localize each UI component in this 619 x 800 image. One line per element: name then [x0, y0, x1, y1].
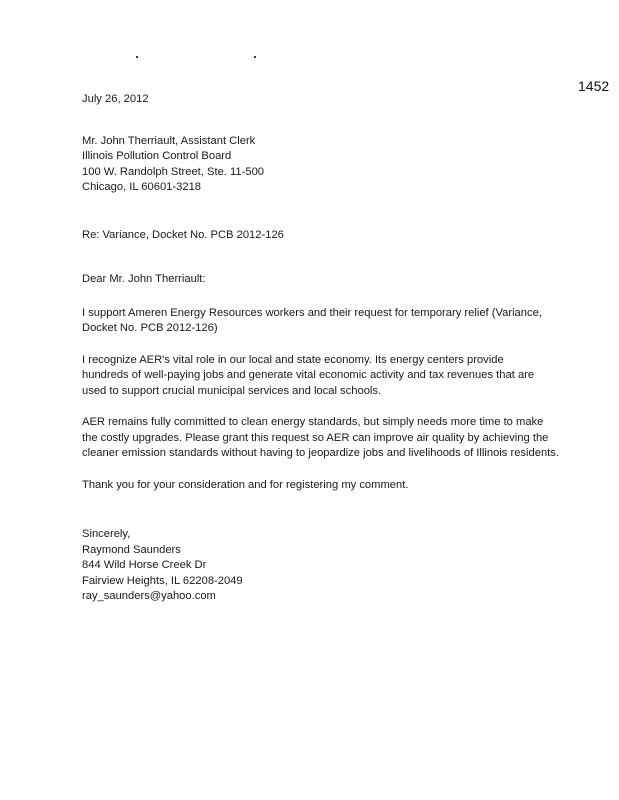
paragraph-line: used to support crucial municipal services and local schools. — [82, 384, 382, 397]
paragraph-line: hundreds of well-paying jobs and generate vital economic activity and tax revenues that are — [82, 369, 535, 381]
paragraph-line: AER remains fully committed to clean energy standards, but simply needs more time to make — [82, 416, 544, 428]
signature-line: Raymond Saunders — [82, 543, 181, 556]
recipient-line: Illinois Pollution Control Board — [82, 150, 232, 162]
paragraph-line: I recognize AER's vital role in our local and state economy. Its energy centers provide — [82, 353, 504, 366]
letter-body — [82, 92, 582, 605]
subject-line: Re: Variance, Docket No. PCB 2012-126 — [82, 228, 284, 241]
paragraph-line: the costly upgrades. Please grant this request so AER can improve air quality by achieving the — [82, 431, 549, 444]
recipient-line: Chicago, IL 60601-3218 — [82, 181, 202, 193]
signature-line: Sincerely, — [82, 528, 131, 540]
signature-email: ray_saunders@yahoo.com — [82, 590, 216, 602]
paragraph-line: Docket No. PCB 2012-126) — [82, 322, 218, 334]
signature-line: Fairview Heights, IL 62208-2049 — [82, 574, 243, 587]
salutation: Dear Mr. John Therriault: — [82, 273, 206, 285]
recipient-address — [82, 134, 582, 196]
signature-line: 844 Wild Horse Creek Dr — [82, 559, 207, 571]
closing-paragraph: Thank you for your consideration and for registering my comment. — [82, 478, 409, 491]
signature-block — [82, 527, 582, 605]
body-paragraph — [82, 415, 582, 462]
recipient-line: 100 W. Randolph Street, Ste. 11-500 — [82, 165, 265, 178]
letter-date: July 26, 2012 — [82, 93, 149, 105]
paragraph-line: cleaner emission standards without having to jeopardize jobs and livelihoods of Illinois residents. — [82, 447, 559, 459]
page-number: 1452 — [578, 78, 610, 94]
recipient-line: Mr. John Therriault, Assistant Clerk — [82, 134, 256, 147]
body-paragraph — [82, 306, 582, 337]
body-paragraph — [82, 353, 582, 400]
paragraph-line: I support Ameren Energy Resources workers and their request for temporary relief (Variance, — [82, 306, 542, 319]
scan-artifact — [136, 56, 266, 60]
